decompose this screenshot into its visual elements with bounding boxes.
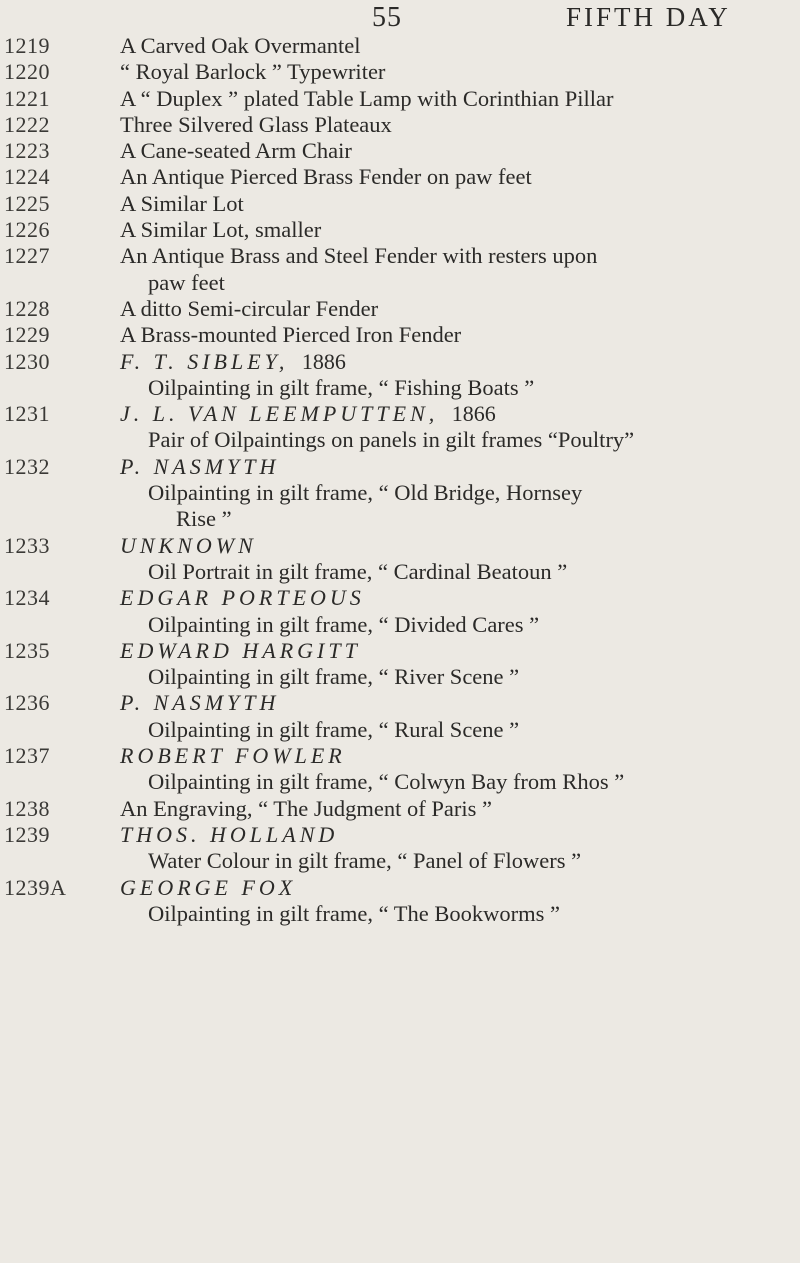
lot-number: 1239A	[4, 874, 67, 900]
lot-number: 1221	[4, 85, 50, 111]
lot-description: A “ Duplex ” plated Table Lamp with Corinthian Pillar	[120, 85, 614, 111]
lot-number: 1239	[4, 821, 50, 847]
lot-description: An Antique Pierced Brass Fender on paw feet	[120, 164, 532, 190]
artist-name: THOS. HOLLAND	[120, 821, 339, 847]
lot-description: A Brass-mounted Pierced Iron Fender	[120, 322, 462, 348]
lot-item	[0, 164, 800, 190]
lot-number: 1222	[4, 111, 50, 137]
lot-description: Oilpainting in gilt frame, “ Colwyn Bay from Rhos ”	[148, 769, 625, 795]
artist-name: ROBERT FOWLER	[120, 743, 346, 769]
lot-item	[0, 585, 800, 638]
lot-item	[0, 191, 800, 217]
lot-description: An Engraving, “ The Judgment of Paris ”	[120, 795, 493, 821]
lot-item	[0, 796, 800, 822]
lot-number: 1227	[4, 243, 50, 269]
artist-name: EDGAR PORTEOUS	[120, 585, 365, 611]
artist-name: P. NASMYTH	[120, 690, 280, 716]
lot-number: 1233	[4, 532, 50, 558]
lot-item	[0, 33, 800, 59]
lot-number: 1234	[4, 585, 50, 611]
lot-description: “ Royal Barlock ” Typewriter	[120, 59, 386, 85]
artist-name: GEORGE FOX	[120, 874, 297, 900]
lot-number: 1236	[4, 690, 50, 716]
lot-number: 1220	[4, 59, 50, 85]
lot-description: Oilpainting in gilt frame, “ Rural Scene ”	[148, 716, 520, 742]
lot-number: 1224	[4, 164, 50, 190]
lot-number: 1226	[4, 217, 50, 243]
artist-name: F. T. SIBLEY,	[120, 348, 289, 374]
lot-artist	[120, 401, 788, 427]
lot-description: Oil Portrait in gilt frame, “ Cardinal Beatoun ”	[148, 558, 568, 584]
lot-description: Oilpainting in gilt frame, “ Old Bridge, Hornsey	[148, 480, 583, 506]
lot-item	[0, 217, 800, 243]
lot-description: A Carved Oak Overmantel	[120, 33, 361, 58]
lot-number: 1223	[4, 138, 50, 164]
lot-description: Pair of Oilpaintings on panels in gilt frames “Poultry”	[148, 427, 635, 453]
lot-description-continued: paw feet	[148, 269, 225, 295]
lot-number: 1229	[4, 322, 50, 348]
lot-number: 1232	[4, 453, 50, 479]
artist-name: J. L. VAN LEEMPUTTEN,	[120, 401, 439, 427]
lot-number: 1230	[4, 348, 50, 374]
lot-item	[0, 86, 800, 112]
lot-list	[0, 33, 800, 927]
lot-description: Oilpainting in gilt frame, “ The Bookworms ”	[148, 900, 561, 926]
lot-item	[0, 59, 800, 85]
lot-item	[0, 349, 800, 402]
lot-description: Oilpainting in gilt frame, “ River Scene ”	[148, 664, 520, 690]
artist-name: P. NASMYTH	[120, 453, 280, 479]
lot-description: Oilpainting in gilt frame, “ Fishing Boats ”	[148, 374, 535, 400]
lot-number: 1237	[4, 743, 50, 769]
lot-description: Three Silvered Glass Plateaux	[120, 111, 392, 137]
lot-number: 1225	[4, 190, 50, 216]
lot-item	[0, 401, 800, 454]
lot-description: Oilpainting in gilt frame, “ Divided Cares ”	[148, 611, 540, 637]
lot-number: 1238	[4, 795, 50, 821]
lot-item	[0, 638, 800, 691]
artist-name: UNKNOWN	[120, 532, 257, 558]
page-number: 55	[372, 2, 402, 33]
section-title: FIFTH DAY	[566, 2, 731, 32]
lot-description: A Similar Lot	[120, 190, 244, 216]
lot-description: An Antique Brass and Steel Fender with resters upon	[120, 243, 598, 269]
lot-number: 1235	[4, 637, 50, 663]
lot-number: 1231	[4, 401, 50, 427]
artist-year: 1886	[301, 348, 346, 374]
lot-item	[0, 690, 800, 743]
lot-description: A ditto Semi-circular Fender	[120, 295, 379, 321]
lot-item	[0, 454, 800, 533]
lot-item	[0, 822, 800, 875]
lot-number: 1228	[4, 295, 50, 321]
lot-description: A Cane-seated Arm Chair	[120, 138, 352, 164]
lot-item	[0, 322, 800, 348]
lot-number: 1219	[4, 33, 50, 58]
lot-description-continued: Rise ”	[176, 506, 232, 532]
lot-item	[0, 138, 800, 164]
lot-item	[0, 875, 800, 928]
lot-description: A Similar Lot, smaller	[120, 217, 322, 243]
artist-year: 1866	[451, 401, 496, 427]
lot-item	[0, 533, 800, 586]
lot-item	[0, 243, 800, 296]
lot-item	[0, 743, 800, 796]
lot-item	[0, 112, 800, 138]
lot-description: Water Colour in gilt frame, “ Panel of Flowers ”	[148, 848, 582, 874]
artist-name: EDWARD HARGITT	[120, 637, 361, 663]
lot-artist	[120, 349, 788, 375]
lot-item	[0, 296, 800, 322]
